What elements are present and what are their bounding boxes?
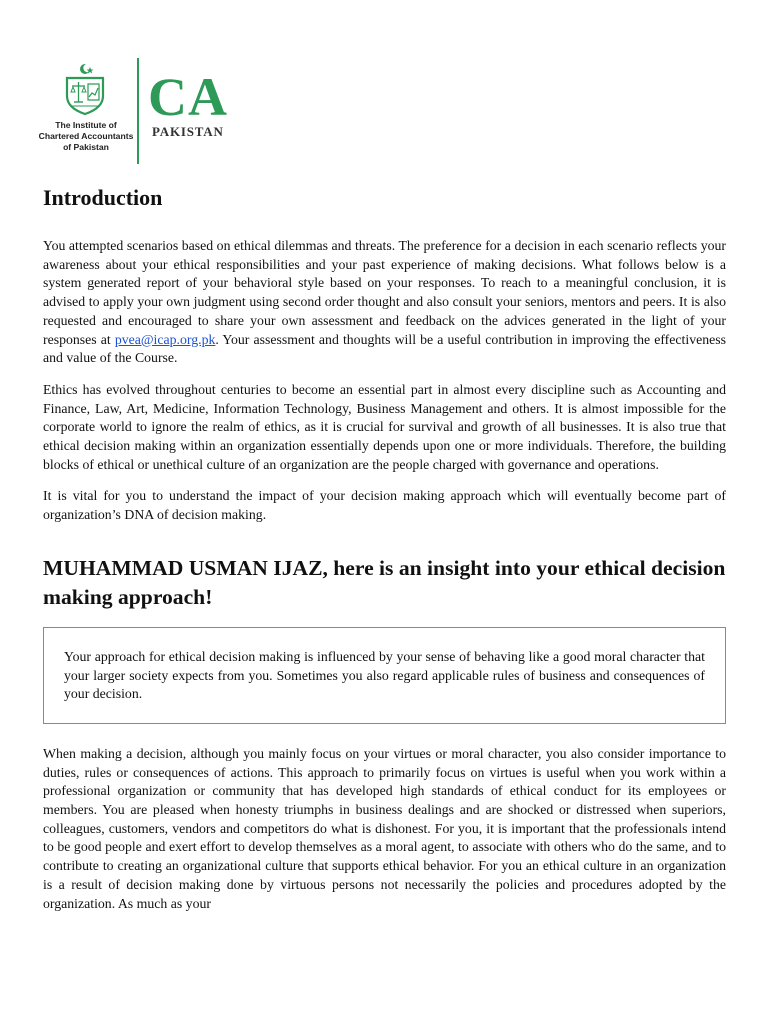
pakistan-logo-text: PAKISTAN <box>152 124 224 139</box>
approach-detail-paragraph: When making a decision, although you mainly focus on your virtues or moral character, you also consider importance to duties, rules or consequences of actions. This approach to primarily focus on virtues is useful when you work within a professional organization or community that has developed high standards of ethical conduct for its employees or members. You are pleased when honesty triumphs in business dealings and are shocked or distressed when superiors, colleagues, customers, vendors and competitors do what is dishonest. For you, it is important that the professionals intend to be good people and exert effort to develop themselves as a moral agent, to associate with others who do the same, and to contribute to creating an organizational culture that supports ethical behavior. For you an ethical culture in an organization is a result of decision making done by virtuous persons not necessarily the policies and procedures adopted by the organization. As much as your <box>43 745 726 911</box>
feedback-email-link[interactable]: pvea@icap.org.pk <box>114 331 216 347</box>
institute-line: of Pakistan <box>63 142 109 152</box>
intro-title: Introduction <box>43 185 163 210</box>
institute-name <box>38 120 134 153</box>
intro-p1-text-end: . Your assessment and thoughts will be a useful contribution in improving the effectiveness and value of the Course. <box>43 331 726 366</box>
institute-line: Chartered Accountants <box>38 131 134 141</box>
institute-line: The Institute of <box>55 120 117 130</box>
ca-logo-text: CA <box>148 67 228 127</box>
approach-summary-text: Your approach for ethical decision making is influenced by your sense of behaving like a good moral character that your larger society expects from you. Sometimes you also regard applicable rules of business and consequences of your decision. <box>64 648 705 702</box>
intro-paragraph-1 <box>43 237 726 368</box>
insight-heading: MUHAMMAD USMAN IJAZ, here is an insight into your ethical decision making approach! <box>43 555 726 609</box>
crest-icon <box>58 62 112 116</box>
approach-summary-box <box>43 627 726 724</box>
logo-divider <box>137 58 139 164</box>
intro-paragraph-3: It is vital for you to understand the impact of your decision making approach which will eventually become part of organization’s DNA of decision making. <box>43 488 726 523</box>
report-content <box>43 184 726 926</box>
intro-p1-text: You attempted scenarios based on ethical dilemmas and threats. The preference for a decision in each scenario reflects your awareness about your ethical responsibilities and your past experience of making decisions. What follows below is a system generated report of your behavioral style based on your responses. To reach to a meaningful conclusion, it is advised to apply your own judgment using second order thought and also consult your seniors, mentors and peers. It is also requested and encouraged to share your own assessment and feedback on the advices generated in the light of your responses at <box>43 238 726 347</box>
icap-logo <box>36 58 256 168</box>
intro-paragraph-2: Ethics has evolved throughout centuries to become an essential part in almost every discipline such as Accounting and Finance, Law, Art, Medicine, Information Technology, Business Management and others. It is almost impossible for the corporate world to ignore the realm of ethics, as it is crucial for survival and growth of all businesses. It is also true that ethical decision making within an organization essentially depends upon one or more individuals. Therefore, the building blocks of ethical or unethical culture of an organization are the people charged with governance and operations. <box>43 381 726 472</box>
